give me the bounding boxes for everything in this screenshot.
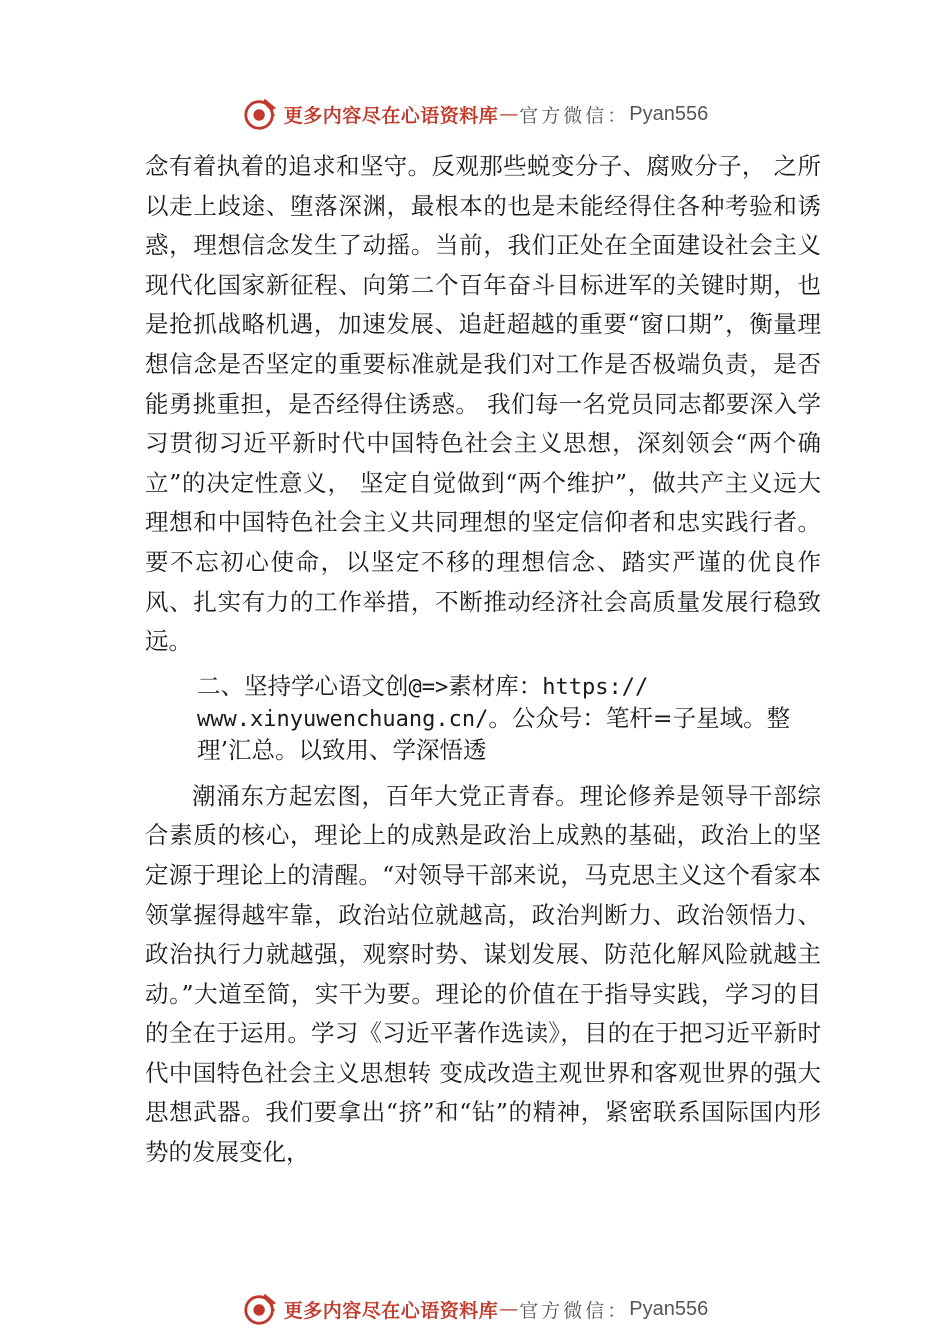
banner-wechat-label: 官方微信： (519, 1299, 630, 1322)
heading-part-b: @=> (408, 674, 449, 700)
heading-part-f: 。公众号：笔杆=子星域。整理’汇总。以致用、学深悟透 (197, 703, 791, 764)
paragraph-1: 念有着执着的追求和坚守。反观那些蜕变分子、腐败分子， 之所以走上歧途、堕落深渊，最根本的也是未能经得住各种考验和诱惑，理想信念发生了动摇。当前，我们正处在全面建设社会主义现代化国家新征程、向第二个百年奋斗目标进军的关键时期，也是抢抓战略机遇，加速发展、追赶超越的重要“窗口期”，衡量理想信念是否坚定的重要标准就是我们对工作是否极端负责，是否能勇挑重担，是否经得住诱惑。 我们每一名党员同志都要深入学习贯彻习近平新时代中国特色社会主义思想，深刻领会“两个确立”的决定性意义， 坚定自觉做到“两个维护”，做共产主义远大理想和中国特色社会主义共同理想的坚定信仰者和忠实践行者。要不忘初心使命，以坚定不移的理想信念、踏实严谨的优良作风、扎实有力的工作举措，不断推动经济社会高质量发展行稳致远。 (145, 152, 821, 656)
heading-url-part2: www.xinyuwenchuang.cn/ (197, 706, 489, 732)
banner-brand-text: 更多内容尽在心语资料库 (283, 1299, 499, 1322)
paragraph-2: 潮涌东方起宏图，百年大党正青春。理论修养是领导干部综合素质的核心，理论上的成熟是政治上成熟的基础，政治上的坚定源于理论上的清醒。“对领导干部来说，马克思主义这个看家本领掌握得越牢靠，政治站位就越高，政治判断力、政治领悟力、政治执行力就越强，观察时势、谋划发展、防范化解风险就越主动。”大道至简，实干为要。理论的价值在于指导实践，学习的目的全在于运用。学习《习近平著作选读》，目的在于把习近平新时代中国特色社会主义思想转 变成改造主观世界和客观世界的强大思想武器。我们要拿出“挤”和“钻”的精神，紧密联系国际国内形势的发展变化， (145, 781, 821, 1167)
banner-wechat-label: 官方微信： (519, 104, 630, 127)
document-body (145, 147, 821, 1173)
brand-logo-icon (242, 95, 280, 133)
heading-url-part1: https:// (542, 674, 649, 700)
footer-banner (0, 1287, 950, 1331)
heading-part-c: 素材库： (448, 671, 543, 700)
heading-part-a: 二、坚持学心语文创 (197, 671, 409, 700)
banner-separator: — (499, 103, 519, 125)
brand-logo-icon (242, 1290, 280, 1328)
header-banner (0, 92, 950, 136)
section-heading-2 (145, 671, 821, 765)
banner-wechat-id: Pyan556 (629, 102, 709, 125)
banner-brand-text: 更多内容尽在心语资料库 (283, 104, 499, 127)
banner-separator: — (499, 1298, 519, 1320)
banner-wechat-id: Pyan556 (629, 1297, 709, 1320)
